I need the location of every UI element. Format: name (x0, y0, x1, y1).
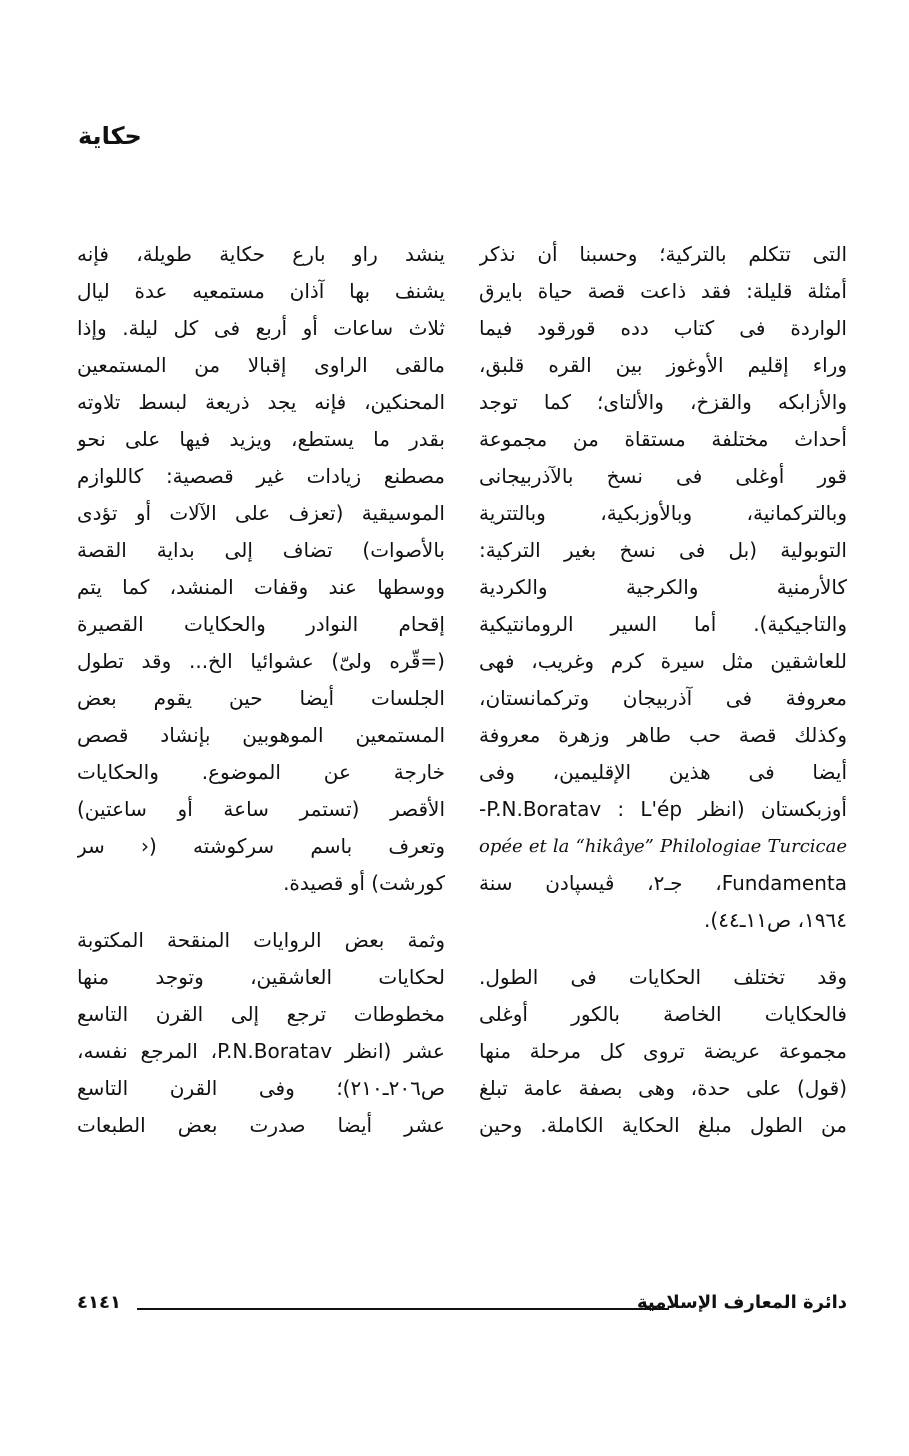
text-line: أحداث مختلفة مستقاة من مجموعة (479, 427, 847, 451)
text-line: معروفة فى آذربيجان وتركمانستان، (479, 686, 847, 710)
text-line: الأقصر (تستمر ساعة أو ساعتين) (77, 797, 445, 821)
text-line: مخطوطات ترجع إلى القرن التاسع (77, 1002, 445, 1026)
text-line: التوبولية (بل فى نسخ بغير التركية: (479, 538, 847, 562)
text-line-latin: opée et la “hikâye” Philologiae Turcicae (479, 836, 847, 857)
text-line: التى تتكلم بالتركية؛ وحسبنا أن نذكر (479, 242, 847, 266)
text-line: الموسيقية (تعزف على الآلات أو تؤدى (77, 501, 445, 525)
footer-title: دائرة المعارف الإسلامية (636, 1292, 847, 1313)
text-line: وكذلك قصة حب طاهر وزهرة معروفة (479, 723, 847, 747)
text-line: والأزابكه والقزخ، والألتاى؛ كما توجد (479, 390, 847, 414)
text-line: فالحكايات الخاصة بالكور أوغلى (479, 1002, 847, 1026)
text-line: للعاشقين مثل سيرة كرم وغريب، فهى (479, 649, 847, 673)
text-line: أوزبكستان (انظر P.N.Boratav : L'ép- (479, 797, 847, 821)
text-line: وثمة بعض الروايات المنقحة المكتوبة (77, 928, 445, 952)
text-line: Fundamenta، جـ٢، ڤيسپادن سنة (479, 871, 847, 895)
page-footer (77, 1292, 847, 1322)
paragraph (479, 236, 847, 939)
paragraph (77, 922, 445, 1144)
text-line: ووسطها عند وقفات المنشد، كما يتم (77, 575, 445, 599)
text-line: عشر (انظر P.N.Boratav، المرجع نفسه، (77, 1039, 445, 1063)
text-line: والتاجيكية). أما السير الرومانتيكية (479, 612, 847, 636)
text-line: مصطنع زيادات غير قصصية: كاللوازم (77, 464, 445, 488)
text-line: وراء إقليم الأوغوز بين القره قلبق، (479, 353, 847, 377)
text-line: عشر أيضا صدرت بعض الطبعات (77, 1113, 445, 1137)
text-line: مجموعة عريضة تروى كل مرحلة منها (479, 1039, 847, 1063)
paragraph-gap (479, 939, 847, 959)
text-line: أيضا فى هذين الإقليمين، وفى (479, 760, 847, 784)
text-line: قور أوغلى فى نسخ بالآذربيجانى (479, 464, 847, 488)
text-line: من الطول مبلغ الحكاية الكاملة. وحين (479, 1113, 847, 1137)
text-line: بقدر ما يستطع، ويزيد فيها على نحو (77, 427, 445, 451)
text-line: بالأصوات) تضاف إلى بداية القصة (77, 538, 445, 562)
text-line: وقد تختلف الحكايات فى الطول. (479, 965, 847, 989)
text-line: ص٢٠٦ـ٢١٠)؛ وفى القرن التاسع (77, 1076, 445, 1100)
text-line: لحكايات العاشقين، وتوجد منها (77, 965, 445, 989)
running-head: حكاية (78, 122, 142, 150)
text-line: الجلسات أيضا حين يقوم بعض (77, 686, 445, 710)
text-line: المحنكين، فإنه يجد ذريعة لبسط تلاوته (77, 390, 445, 414)
footer-divider (137, 1308, 669, 1310)
paragraph-gap (77, 902, 445, 922)
text-line: كورشت) أو قصيدة. (283, 871, 445, 895)
text-line: الواردة فى كتاب دده قورقود فيما (479, 316, 847, 340)
paragraph (77, 236, 445, 902)
text-line: إقحام النوادر والحكايات القصيرة (77, 612, 445, 636)
text-line: (قول) على حدة، وهى بصفة عامة تبلغ (479, 1076, 847, 1100)
text-line: (=قّره ولىّ) عشوائيا الخ... وقد تطول (77, 649, 445, 673)
text-line: أمثلة قليلة: فقد ذاعت قصة حياة بايرق (479, 279, 847, 303)
text-line: وبالتركمانية، وبالأوزبكية، وبالتترية (479, 501, 847, 525)
text-line: يشنف بها آذان مستمعيه عدة ليال (77, 279, 445, 303)
paragraph (479, 959, 847, 1144)
text-line: ١٩٦٤، ص١١ـ٤٤). (704, 908, 847, 932)
text-line: وتعرف باسم سركوشته (‹ سر (77, 834, 445, 858)
right-column (479, 236, 847, 1144)
text-line: كالأرمنية والكرجية والكردية (479, 575, 847, 599)
text-line: المستمعين الموهوبين بإنشاد قصص (77, 723, 445, 747)
page-number: ٤١٤١ (77, 1292, 121, 1313)
text-line: ثلاث ساعات أو أربع فى كل ليلة. وإذا (77, 316, 445, 340)
text-line: ينشد راو بارع حكاية طويلة، فإنه (77, 242, 445, 266)
left-column (77, 236, 445, 1144)
text-line: خارجة عن الموضوع. والحكايات (77, 760, 445, 784)
text-line: مالقى الراوى إقبالا من المستمعين (77, 353, 445, 377)
